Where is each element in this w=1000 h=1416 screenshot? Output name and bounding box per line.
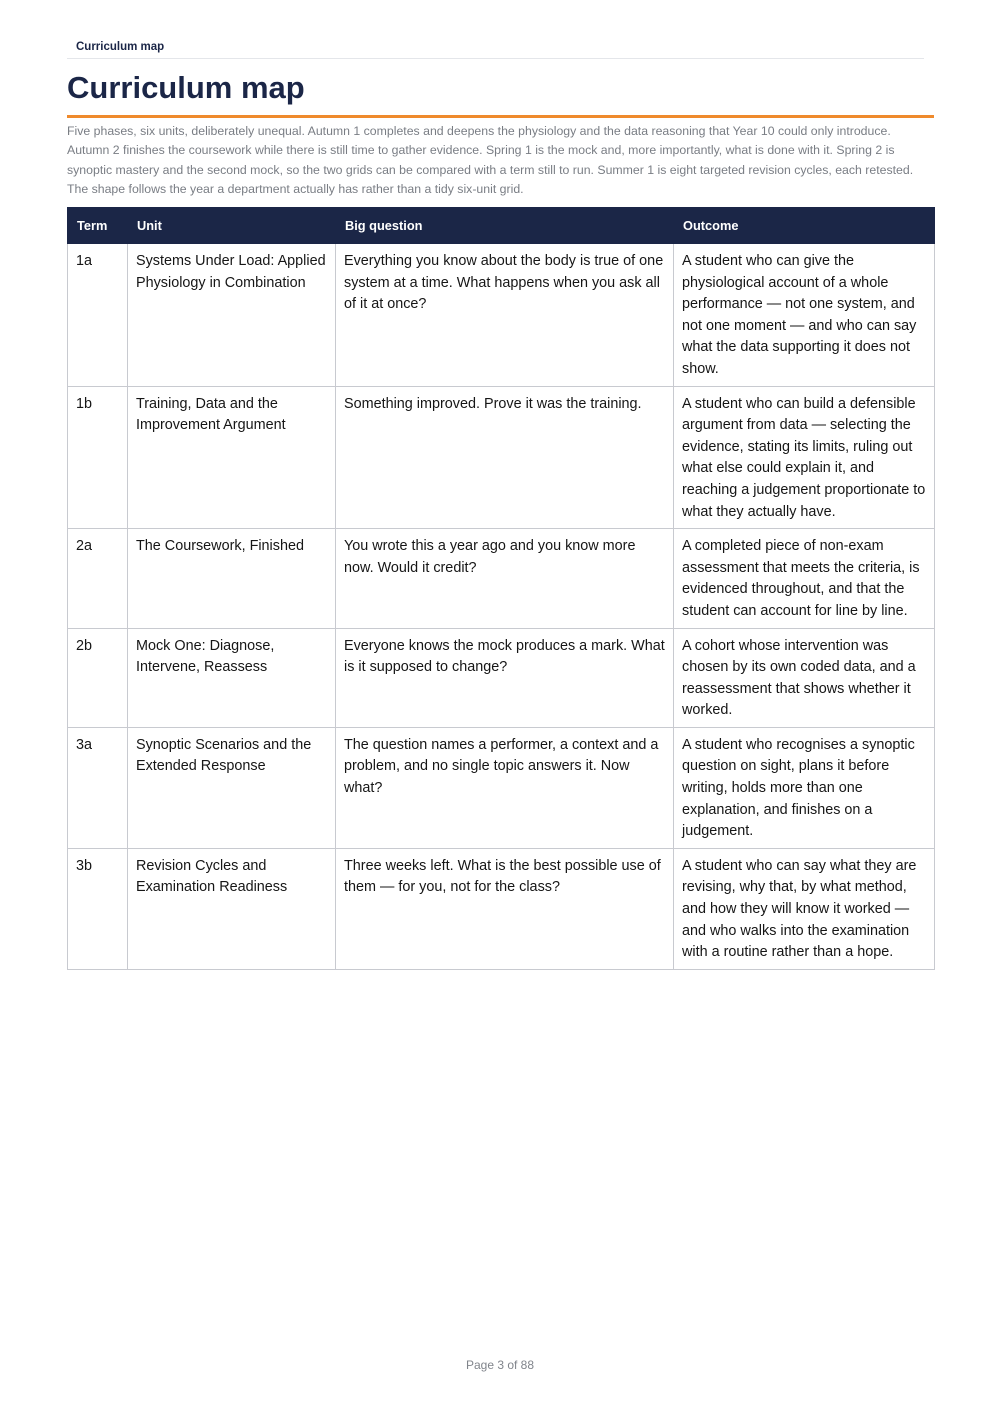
table-header	[68, 208, 935, 244]
running-header	[67, 37, 924, 59]
intro-paragraph: Five phases, six units, deliberately unequal. Autumn 1 completes and deepens the physiology and the data reasoning that Year 10 could only introduce. Autumn 2 finishes the coursework while there is still time to gather evidence. Spring 1 is the mock and, more importantly, what is done with it. Spring 2 is synoptic mastery and the second mock, so the two grids can be compared with a term still to run. Summer 1 is eight targeted revision cycles, each retested. The shape follows the year a department actually has rather than a tidy six-unit grid.	[67, 124, 914, 197]
question-cell: The question names a performer, a context and a problem, and no single topic answers it. Now what?	[336, 727, 674, 848]
term-cell: 3a	[68, 727, 128, 848]
table-row	[68, 848, 935, 969]
table-row	[68, 244, 935, 387]
question-cell: Three weeks left. What is the best possible use of them — for you, not for the class?	[336, 848, 674, 969]
outcome-cell: A cohort whose intervention was chosen by its own coded data, and a reassessment that shows whether it worked.	[674, 628, 935, 727]
question-cell: Something improved. Prove it was the training.	[336, 386, 674, 529]
unit-cell: Synoptic Scenarios and the Extended Response	[128, 727, 336, 848]
outcome-cell: A completed piece of non-exam assessment that meets the criteria, is evidenced throughout, and that the student can account for line by line.	[674, 529, 935, 628]
table-body	[68, 244, 935, 970]
unit-cell: Mock One: Diagnose, Intervene, Reassess	[128, 628, 336, 727]
outcome-cell: A student who can give the physiological account of a whole performance — not one system, and not one moment — and who can say what the data supporting it does not show.	[674, 244, 935, 387]
term-cell: 1a	[68, 244, 128, 387]
unit-cell: The Coursework, Finished	[128, 529, 336, 628]
page-title: Curriculum map	[67, 68, 934, 118]
term-cell: 3b	[68, 848, 128, 969]
column-header-term: Term	[68, 208, 128, 244]
outcome-cell: A student who can build a defensible argument from data — selecting the evidence, stating its limits, ruling out what else could explain it, and reaching a judgement proportionate to what they actually have.	[674, 386, 935, 529]
table-row	[68, 529, 935, 628]
term-cell: 2b	[68, 628, 128, 727]
outcome-cell: A student who can say what they are revising, why that, by what method, and how they will know it worked — and who walks into the examination with a routine rather than a hope.	[674, 848, 935, 969]
unit-cell: Training, Data and the Improvement Argument	[128, 386, 336, 529]
table-row	[68, 386, 935, 529]
curriculum-table	[67, 207, 935, 970]
page-number: Page 3 of 88	[465, 1358, 535, 1372]
outcome-cell: A student who recognises a synoptic question on sight, plans it before writing, holds more than one explanation, and finishes on a judgement.	[674, 727, 935, 848]
column-header-big-question: Big question	[336, 208, 674, 244]
running-header-title: Curriculum map	[76, 41, 165, 53]
question-cell: Everything you know about the body is true of one system at a time. What happens when you ask all of it at once?	[336, 244, 674, 387]
table-row	[68, 628, 935, 727]
term-cell: 2a	[68, 529, 128, 628]
unit-cell: Revision Cycles and Examination Readiness	[128, 848, 336, 969]
header-row	[68, 208, 935, 244]
unit-cell: Systems Under Load: Applied Physiology in Combination	[128, 244, 336, 387]
question-cell: You wrote this a year ago and you know more now. Would it credit?	[336, 529, 674, 628]
table-row	[68, 727, 935, 848]
column-header-unit: Unit	[128, 208, 336, 244]
term-cell: 1b	[68, 386, 128, 529]
column-header-outcome: Outcome	[674, 208, 935, 244]
question-cell: Everyone knows the mock produces a mark. What is it supposed to change?	[336, 628, 674, 727]
